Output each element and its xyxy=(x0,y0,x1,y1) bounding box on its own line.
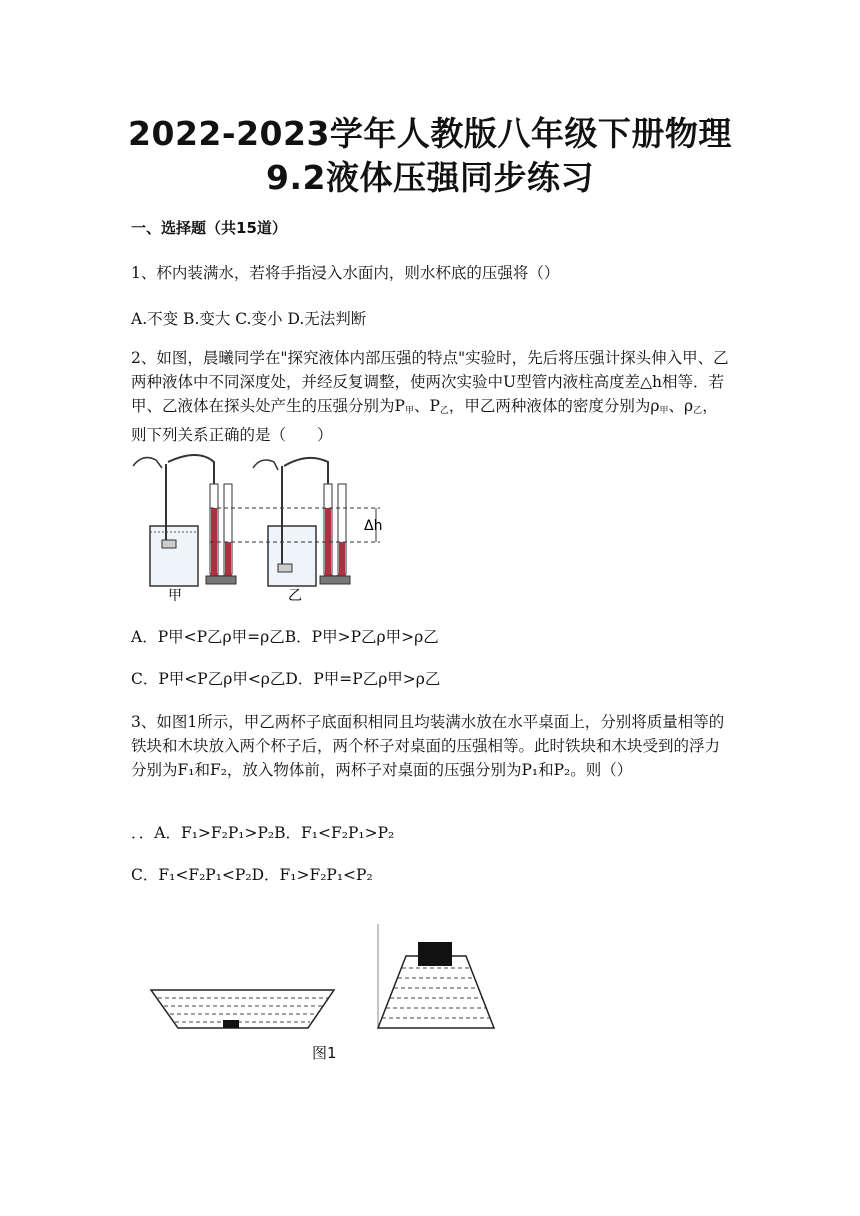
q2-option-b: B．P甲>P乙ρ甲>ρ乙 xyxy=(284,628,439,646)
q3-options-row1 xyxy=(131,822,731,844)
q2-option-c: C．P甲<P乙ρ甲<ρ乙 xyxy=(131,670,286,688)
label-yi: 乙 xyxy=(288,588,302,604)
q2-options-row2 xyxy=(131,668,731,690)
q3-option-b: B．F₁<F₂P₁>P₂ xyxy=(274,824,395,842)
q2-option-d: D．P甲=P乙ρ甲>ρ乙 xyxy=(285,670,441,688)
q3-option-a: ．．A．F₁>F₂P₁>P₂ xyxy=(131,824,275,842)
q1-options: A.不变 B.变大 C.变小 D.无法判断 xyxy=(131,310,367,328)
q3-option-d: D．F₁>F₂P₁<P₂ xyxy=(251,866,373,884)
delta-h-label: Δh xyxy=(364,518,383,534)
q2-option-a: A．P甲<P乙ρ甲=ρ乙 xyxy=(131,628,285,646)
q2-options-row1 xyxy=(131,626,731,648)
title-line-1: 2022-2023学年人教版八年级下册物理 xyxy=(128,114,732,153)
section-heading: 一、选择题（共15道） xyxy=(131,219,287,237)
q3-option-c: C．F₁<F₂P₁<P₂ xyxy=(131,866,252,884)
q1-stem: 1、杯内装满水，若将手指浸入水面内，则水杯底的压强将（） xyxy=(131,264,560,282)
q3-stem: 3、如图1所示，甲乙两杯子底面积相同且均装满水放在水平桌面上，分别将质量相等的铁块和木块放入两个杯子后，两个杯子对桌面的压强相等。此时铁块和木块受到的浮力分别为F₁和F₂，放入物体前，两杯子对桌面的压强分别为P₁和P₂。则（） xyxy=(131,713,725,779)
figure-1-caption: 图1 xyxy=(312,1044,337,1062)
title-line-2: 9.2液体压强同步练习 xyxy=(266,158,594,197)
label-jia: 甲 xyxy=(168,588,182,604)
q3-options-row2 xyxy=(131,864,731,886)
q2-pressure-gauge-figure xyxy=(128,448,390,606)
q3-cups-figure xyxy=(148,924,498,1036)
q2-stem: 2、如图，晨曦同学在"探究液体内部压强的特点"实验时，先后将压强计探头伸入甲、乙两种液体中不同深度处，并经反复调整，使两次实验中U型管内液柱高度差△h相等．若甲、乙液体在探头处产生的压强分别为$P_甲$、$P_乙$，甲乙两种液体的密度分别为$\rho_甲$、$\rho_乙$，则下列关系正确的是（ ） xyxy=(131,349,729,444)
